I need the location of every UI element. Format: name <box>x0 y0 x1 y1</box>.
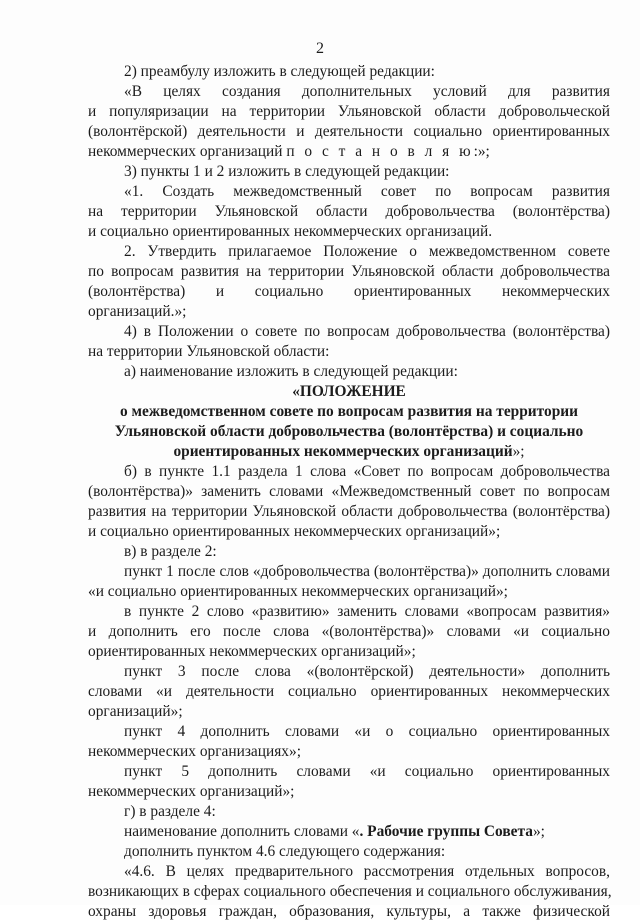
text-line <box>124 722 610 742</box>
text-line <box>124 242 610 262</box>
text-line <box>88 702 610 722</box>
text-line <box>88 302 610 322</box>
heading-line <box>88 442 610 462</box>
line-text: пункт 3 после слова «(волонтёрской) деятельности» дополнить <box>124 663 610 680</box>
text-line <box>88 522 610 542</box>
text-line <box>88 782 610 802</box>
heading-text: «ПОЛОЖЕНИЕ <box>292 383 406 400</box>
line-text: б) в пункте 1.1 раздела 1 слова «Совет по вопросам добровольчества <box>124 463 610 480</box>
text-line <box>88 742 610 762</box>
text-line <box>88 122 610 142</box>
text-line <box>88 262 610 282</box>
line-text: в пункте 2 слово «развитию» заменить словами «вопросам развития» <box>124 603 610 620</box>
line-text: (волонтёрства)» заменить словами «Межведомственный совет по вопросам <box>88 483 610 500</box>
text-line <box>124 322 610 342</box>
heading-text: ориентированных некоммерческих организаций <box>173 443 513 460</box>
line-text: (волонтёрской) деятельности и деятельности социально ориентированных <box>88 123 610 140</box>
line-text: дополнить пунктом 4.6 следующего содержания: <box>124 843 446 860</box>
page-number: 2 <box>316 40 324 57</box>
text-line <box>124 822 610 842</box>
line-text: :»; <box>473 143 490 160</box>
line-text: »; <box>532 823 545 840</box>
line-text: 2. Утвердить прилагаемое Положение о межведомственном совете <box>124 243 610 260</box>
text-line <box>88 902 610 920</box>
line-text: «В целях создания дополнительных условий для развития <box>124 83 610 100</box>
line-text: в) в разделе 2: <box>124 543 217 560</box>
text-line <box>88 482 610 502</box>
text-line <box>124 462 610 482</box>
line-text: охраны здоровья граждан, образования, культуры, а также физической <box>88 903 610 920</box>
heading-line <box>88 422 610 442</box>
line-text: г) в разделе 4: <box>124 803 216 820</box>
line-text: «1. Создать межведомственный совет по вопросам развития <box>124 183 610 200</box>
text-line <box>88 282 610 302</box>
line-text: пункт 4 дополнить словами «и о социально ориентированных <box>124 723 610 740</box>
line-text: словами «и деятельности социально ориентированных некоммерческих <box>88 683 610 700</box>
line-text: некоммерческих организациях»; <box>88 743 301 760</box>
line-text: »; <box>512 443 525 460</box>
line-text: (волонтёрства) и социально ориентированных некоммерческих <box>88 283 610 300</box>
line-text: на территории Ульяновской области: <box>88 343 330 360</box>
heading-line <box>88 402 610 422</box>
text-line <box>88 102 610 122</box>
text-line <box>88 222 610 242</box>
text-line <box>124 562 610 582</box>
text-line <box>88 342 610 362</box>
text-line <box>124 542 610 562</box>
line-text: развития на территории Ульяновской области добровольчества (волонтёрства) <box>88 503 610 520</box>
heading-text: о межведомственном совете по вопросам развития на территории <box>120 403 578 420</box>
text-line <box>124 662 610 682</box>
text-line <box>124 82 610 102</box>
text-line <box>124 602 610 622</box>
text-line <box>88 502 610 522</box>
line-text: «и социально ориентированных некоммерческих организаций»; <box>88 583 508 600</box>
text-line <box>124 162 610 182</box>
heading-line <box>88 382 610 402</box>
line-text: некоммерческих организаций»; <box>88 783 295 800</box>
line-text: на территории Ульяновской области добровольчества (волонтёрства) <box>88 203 610 220</box>
text-line <box>88 142 610 162</box>
line-text: организаций.»; <box>88 303 187 320</box>
line-text: 4) в Положении о совете по вопросам добровольчества (волонтёрства) <box>124 323 610 340</box>
line-text: некоммерческих организаций <box>88 143 287 160</box>
line-text: наименование дополнить словами « <box>124 823 360 840</box>
text-line <box>88 882 610 902</box>
line-text: пункт 1 после слов «добровольчества (волонтёрства)» дополнить словами <box>124 563 610 580</box>
line-text: по вопросам развития на территории Ульяновской области добровольчества <box>88 263 610 280</box>
text-line <box>88 622 610 642</box>
line-text: и социально ориентированных некоммерческих организаций. <box>88 223 493 240</box>
line-text: и социально ориентированных некоммерческих организаций»; <box>88 523 501 540</box>
line-text: 2) преамбулу изложить в следующей редакции: <box>124 63 435 80</box>
line-text: ориентированных некоммерческих организаций»; <box>88 643 416 660</box>
text-line <box>124 62 610 82</box>
line-text: «4.6. В целях предварительного рассмотрения отдельных вопросов, <box>124 863 610 880</box>
line-text: а) наименование изложить в следующей редакции: <box>124 363 458 380</box>
line-text: и популяризации на территории Ульяновской области добровольческой <box>88 103 610 120</box>
text-line <box>124 802 610 822</box>
text-line <box>124 762 610 782</box>
text-line <box>88 582 610 602</box>
line-text: организаций»; <box>88 703 183 720</box>
line-text: возникающих в сферах социального обеспечения и социального обслуживания, <box>88 883 612 900</box>
spaced-word: п о с т а н о в л я ю <box>286 143 474 160</box>
text-line <box>124 842 610 862</box>
text-line <box>88 202 610 222</box>
bold-text: . Рабочие группы Совета <box>359 823 533 840</box>
text-line <box>124 182 610 202</box>
line-text: пункт 5 дополнить словами «и социально ориентированных <box>124 763 610 780</box>
line-text: и дополнить его после слова «(волонтёрства)» словами «и социально <box>88 623 610 640</box>
text-line <box>88 642 610 662</box>
text-line <box>88 682 610 702</box>
line-text: 3) пункты 1 и 2 изложить в следующей редакции: <box>124 163 450 180</box>
text-line <box>124 862 610 882</box>
heading-text: Ульяновской области добровольчества (волонтёрства) и социально <box>114 423 584 440</box>
text-line <box>124 362 610 382</box>
